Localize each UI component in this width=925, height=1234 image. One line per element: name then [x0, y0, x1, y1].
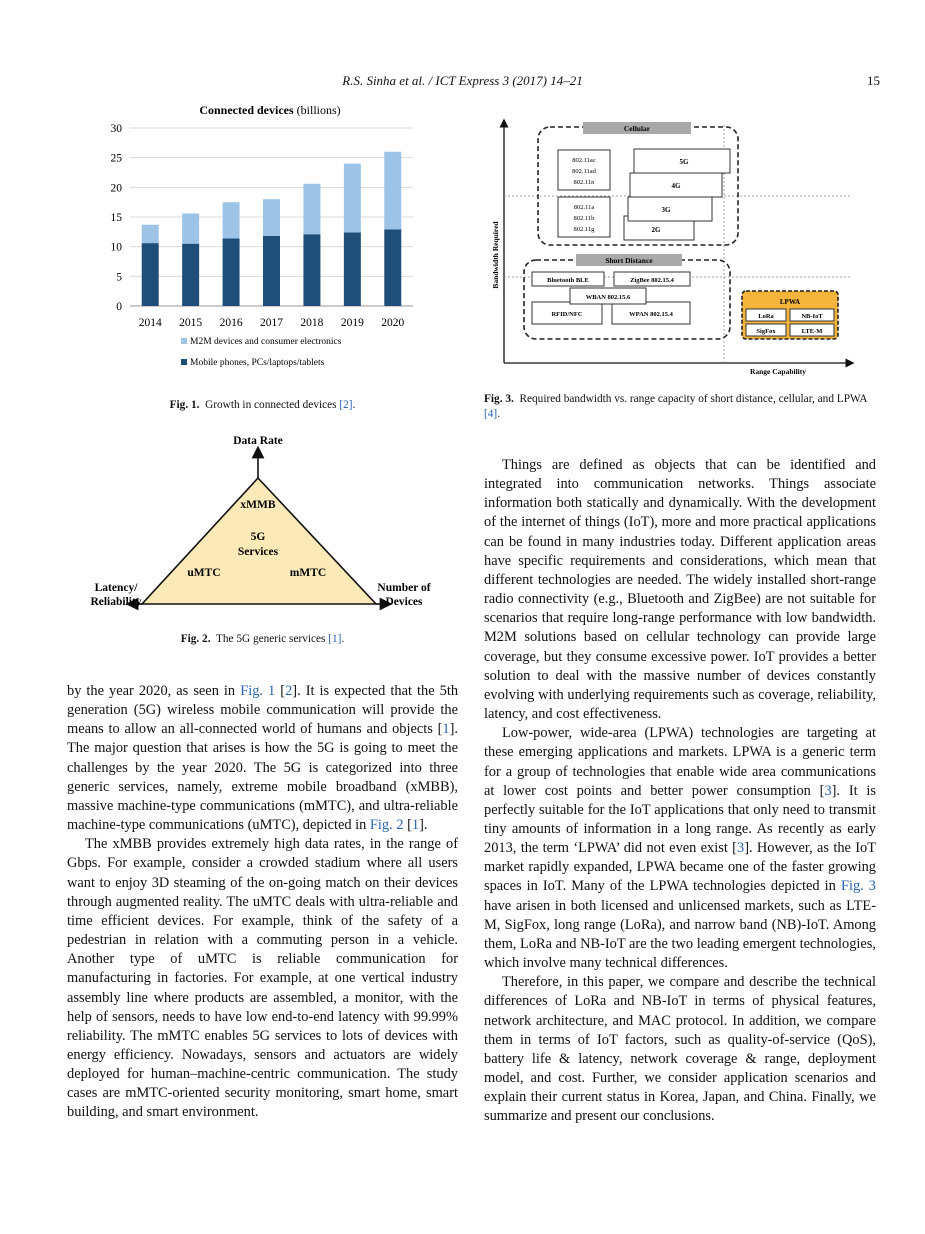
left-paragraph-1 [67, 682, 458, 835]
right-paragraph-3: Therefore, in this paper, we compare and describe the technical differences of LoRa and NB-IoT in terms of physical features, network architecture, and MAC protocol. In addition, we compare them in terms of IoT factors, such as quality-of-service (QoS), battery life & latency, network coverage & range, deployment model, and cost. Further, we consider application scenarios and explain their current status in Korea, Japan, and China. Finally, we summarize and present our conclusions. [484, 974, 876, 1125]
citation-link[interactable]: 2 [285, 683, 293, 699]
fig1-chart [95, 98, 430, 383]
bar-mobile-2018 [303, 234, 320, 306]
ltem-label: LTE-M [801, 328, 823, 335]
legend-swatch [181, 338, 187, 344]
4g-label: 4G [671, 182, 681, 190]
citation-link[interactable]: 3 [736, 840, 745, 857]
bar-m2m-2020 [384, 152, 401, 230]
x-tick-label: 2014 [138, 317, 162, 329]
y-tick-label: 10 [110, 241, 122, 254]
bar-m2m-2018 [303, 184, 320, 234]
bar-mobile-2014 [142, 243, 159, 306]
fig3-caption: Fig. 3. Required bandwidth vs. range capacity of short distance, cellular, and LPWA [4]. [484, 393, 867, 420]
x-tick-label: 2016 [219, 317, 243, 329]
text-run: [ [275, 683, 286, 699]
x-tick-label: 2017 [260, 317, 283, 329]
lora-label: LoRa [758, 313, 774, 320]
text-run: have arisen in both licensed and unlicensed markets, such as LTE-M, SigFox, long range (LoRa), and narrow band (NB)-IoT. Among them, LoRa and NB-IoT are the two leading emergent technologies, which involve many technical differences. [484, 897, 876, 972]
text-run: [ [403, 817, 412, 834]
right-column-text [484, 456, 876, 1126]
umtc-label: uMTC [187, 567, 221, 579]
chart-title: Connected devices (billions) [199, 103, 341, 117]
page-number: 15 [867, 73, 880, 88]
wpan-label: WPAN 802.15.4 [629, 311, 673, 318]
bar-mobile-2020 [384, 229, 401, 306]
y-tick-label: 30 [110, 123, 122, 135]
zigbee-label: ZigBee 802.15.4 [630, 277, 674, 284]
latency-label-1: Latency/ [94, 582, 138, 594]
devices-label-1: Number of [377, 582, 431, 594]
text-run: ]. It is perfectly suitable for the IoT applications that only need to transmit tiny amounts of information in a long range. As recently as early 2013, the term ‘LPWA’ did not even exist [ [484, 782, 876, 857]
xmmb-label: xMMB [240, 499, 276, 511]
rfid-label: RFID/NFC [551, 311, 583, 318]
y-tick-label: 5 [116, 271, 122, 284]
fig2-diagram [80, 430, 450, 615]
wifi-high-3: 802.11n [573, 179, 595, 186]
y-axis-label: Bandwidth Required [491, 221, 500, 289]
text-run: by the year 2020, as seen in [67, 683, 241, 699]
lpwa-label: LPWA [779, 298, 801, 306]
x-axis-label: Range Capability [749, 367, 807, 376]
devices-label-2: Devices [385, 596, 423, 608]
x-tick-label: 2020 [381, 317, 405, 329]
legend-label: M2M devices and consumer electronics [190, 337, 342, 347]
citation-link[interactable]: 1 [442, 721, 450, 738]
bar-m2m-2015 [182, 213, 199, 243]
fig3-ref-link[interactable]: [4] [484, 408, 498, 420]
data-rate-label: Data Rate [233, 435, 283, 447]
x-tick-label: 2015 [179, 317, 203, 329]
wifi-high-1: 802.11ac [572, 157, 596, 164]
bluetooth-label: Bluetooth BLE [547, 277, 589, 284]
text-run: Low-power, wide-area (LPWA) technologies are targeting at these emerging applications and markets. LPWA is a generic term for a group of technologies that enable wide area communications at lower cost points and better power consumption [ [484, 725, 876, 799]
right-paragraph-1: Things are defined as objects that can be identified and integrated into communication networks. Things associate information both statically and dynamically. With the development of the internet of things (IoT), more and more practical applications can be found in many industries today. Different application areas have specific requirements and considerations, which mean that different technologies are needed. The widely installed short-range radio connectivity (e.g., Bluetooth and ZigBee) are not suitable for scenarios that require long-range performance with low bandwidth. M2M solutions based on cellular technology can provide large coverage, but they consume excessive power. IoT provides a better solution to deal with the massive number of devices constantly evolving with underlying requirements such as coverage, reliability, latency, and cost effectiveness. [484, 457, 876, 723]
y-tick-label: 0 [116, 301, 122, 313]
citation-link[interactable]: Fig. 2 [369, 817, 404, 834]
mmtc-label: mMTC [289, 567, 327, 579]
bar-m2m-2019 [344, 164, 361, 233]
sigfox-label: SigFox [756, 328, 776, 335]
left-column-text [67, 682, 458, 1123]
fig3-diagram [488, 115, 860, 380]
fig2-ref-link[interactable]: [1] [328, 633, 342, 645]
short-distance-label: Short Distance [605, 256, 653, 265]
bar-m2m-2014 [142, 225, 159, 243]
citation-link[interactable]: Fig. 1 [240, 683, 276, 699]
cellular-label: Cellular [623, 124, 651, 133]
text-run: ]. [419, 817, 428, 834]
3g-label: 3G [661, 206, 671, 214]
running-head: R.S. Sinha et al. / ICT Express 3 (2017) 14–21 [342, 73, 583, 88]
legend-label: Mobile phones, PCs/laptops/tablets [190, 358, 325, 368]
wifi-low-2: 802.11b [573, 215, 595, 222]
wifi-low-3: 802.11g [573, 226, 595, 233]
y-tick-label: 15 [110, 212, 122, 224]
center-label-2: Services [237, 546, 279, 558]
wifi-high-2: 802.11ad [572, 168, 596, 175]
bar-mobile-2015 [182, 244, 199, 306]
y-tick-label: 25 [110, 152, 122, 165]
citation-link[interactable]: 1 [411, 817, 420, 834]
bar-mobile-2017 [263, 236, 280, 306]
center-label-1: 5G [250, 531, 266, 543]
latency-label-2: Reliability [90, 596, 142, 608]
bar-m2m-2017 [263, 199, 280, 236]
right-paragraph-2 [484, 724, 876, 973]
wifi-low-1: 802.11a [573, 204, 595, 211]
citation-link[interactable]: 3 [824, 782, 832, 799]
fig1-ref-link[interactable]: [2] [339, 399, 353, 411]
y-tick-label: 20 [110, 182, 122, 195]
legend-swatch [181, 359, 187, 365]
bar-mobile-2019 [344, 232, 361, 306]
text-run: ]. However, as the IoT market rapidly expanded, LPWA became one of the faster growing spaces in IoT. Many of the LPWA technologies depicted in [484, 840, 877, 895]
left-paragraph-2: The xMBB provides extremely high data rates, in the range of Gbps. For example, consider a crowded stadium where all users want to enjoy 3D steaming of the on-going match on their devices through augmented reality. The uMTC deals with ultra-reliable and time efficient devices. For example, think of the safety of a pedestrian in relation with a commuting person in a vehicle. Another type of uMTC is reliable communication for manufacturing in factories. For example, at one vertical industry assembly line where products are assembled, a monitor, with the help of sensors, needs to have low end-to-end latency with 99.99% reliability. The mMTC enables 5G services to lots of devices with energy efficiency. Nowadays, sensors and actuators are widely deployed for human–machine-centric communication. The study cases are mMTC-oriented security monitoring, smart home, smart building, and smart environment. [67, 836, 458, 1121]
x-tick-label: 2019 [340, 317, 364, 329]
bar-mobile-2016 [223, 238, 240, 306]
fig2-caption: Fig. 2. The 5G generic services [1]. [180, 633, 345, 645]
text-run: ]. The major question that arises is how the 5G is going to meet the challenges by the year 2020. The 5G is categorized into three generic services, namely, extreme mobile broadband (xMBB), massive machine-type communications (mMTC), and ultra-reliable machine-type communications (uMTC), depicted in [67, 721, 458, 834]
citation-link[interactable]: Fig. 3 [840, 878, 876, 895]
nbiot-label: NB-IoT [801, 313, 823, 320]
2g-label: 2G [651, 226, 661, 234]
fig1-caption: Fig. 1. Growth in connected devices [2]. [169, 399, 356, 411]
x-tick-label: 2018 [300, 317, 324, 329]
wban-label: WBAN 802.15.6 [585, 294, 631, 301]
5g-label: 5G [679, 158, 689, 166]
text-run: ]. It is expected that the 5th generation (5G) wireless mobile communication will provide the means to allow an all-connected world of humans and objects [ [67, 683, 459, 738]
bar-m2m-2016 [223, 202, 240, 238]
